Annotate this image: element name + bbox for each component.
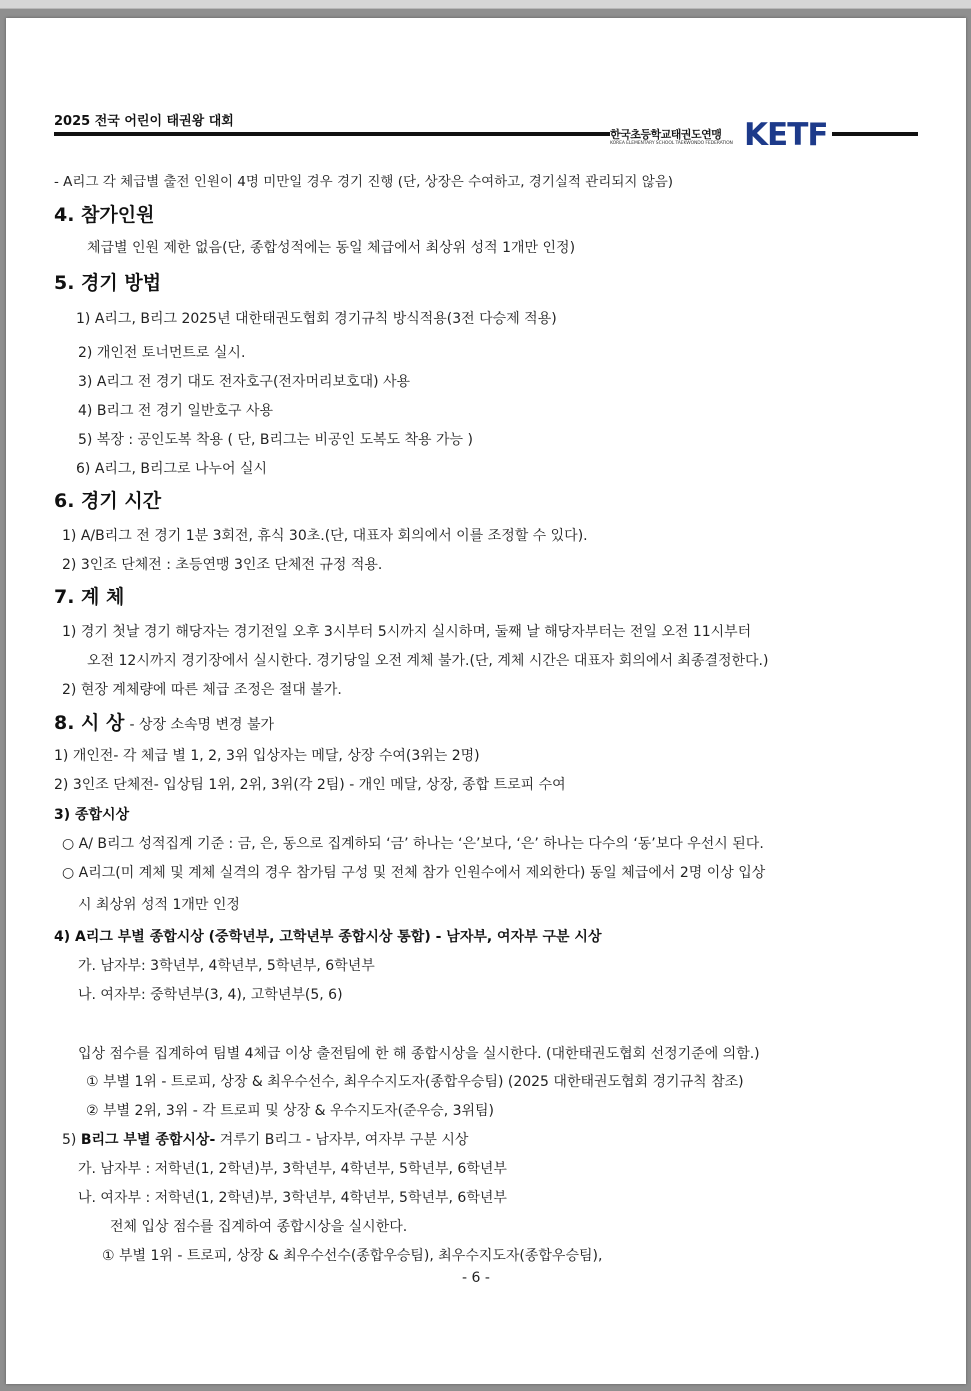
section-8-item-5-bold: B리그 부별 종합시상- xyxy=(80,1132,216,1148)
section-6-item-1: 1) A/B리그 전 경기 1분 3회전, 휴식 30초.(단, 대표자 회의에서 이를 조정할 수 있다). xyxy=(62,528,588,544)
section-5-item-4: 4) B리그 전 경기 일반호구 사용 xyxy=(78,403,273,419)
section-8-heading xyxy=(54,708,274,735)
org-name-korean: 한국초등학교태권도연맹 xyxy=(610,128,722,141)
viewer-top-strip xyxy=(0,0,971,9)
section-8-item-5-number: 5) xyxy=(62,1132,77,1148)
document-page xyxy=(6,18,966,1384)
section-8-item-5-rest: 겨루기 B리그 - 남자부, 여자부 구분 시상 xyxy=(219,1132,469,1148)
section-5-item-6: 6) A리그, B리그로 나누어 실시 xyxy=(76,461,268,477)
header-rule-left xyxy=(54,132,610,136)
section-8-title: 8. 시 상 xyxy=(54,712,125,734)
page-number: - 6 - xyxy=(462,1270,490,1286)
section-8-item-1: 1) 개인전- 각 체급 별 1, 2, 3위 입상자는 메달, 상장 수여(3위는 2명) xyxy=(54,748,480,764)
section-8-item-3-a-league-cont: 시 최상위 성적 1개만 인정 xyxy=(78,897,240,913)
section-7-item-1: 1) 경기 첫날 경기 해당자는 경기전일 오후 3시부터 5시까지 실시하며, 둘째 날 해당자부터는 전일 오전 11시부터 xyxy=(62,624,752,640)
section-8-item-5-first: ① 부별 1위 - 트로피, 상장 & 최우수선수(종합우승팀), 최우수지도자(종합우승팀), xyxy=(102,1248,603,1264)
org-name-english: KOREA ELEMENTARY SCHOOL TAEKWONDO FEDERATION xyxy=(610,141,733,146)
section-8-item-4-first: ① 부별 1위 - 트로피, 상장 & 최우수선수, 최우수지도자(종합우승팀) (2025 대한태권도협회 경기규칙 참조) xyxy=(86,1074,744,1090)
section-6-title: 6. 경기 시간 xyxy=(54,490,162,512)
section-7-item-1-cont: 오전 12시까지 경기장에서 실시한다. 경기당일 오전 계체 불가.(단, 계체 시간은 대표자 회의에서 최종결정한다.) xyxy=(87,653,769,669)
intro-line: - A리그 각 체급별 출전 인원이 4명 미만일 경우 경기 진행 (단, 상장은 수여하고, 경기실적 관리되지 않음) xyxy=(54,174,674,190)
section-8-item-4-scoring: 입상 점수를 집계하여 팀별 4체급 이상 출전팀에 한 해 종합시상을 실시한다. (대한태권도협회 선정기준에 의함.) xyxy=(78,1046,760,1062)
section-5-item-3: 3) A리그 전 경기 대도 전자호구(전자머리보호대) 사용 xyxy=(78,374,411,390)
section-8-item-4-male: 가. 남자부: 3학년부, 4학년부, 5학년부, 6학년부 xyxy=(78,958,375,974)
section-8-item-4: 4) A리그 부별 종합시상 (중학년부, 고학년부 종합시상 통합) - 남자부, 여자부 구분 시상 xyxy=(54,929,602,945)
section-8-item-3: 3) 종합시상 xyxy=(54,807,130,823)
section-8-subtitle: - 상장 소속명 변경 불가 xyxy=(129,717,275,733)
header-title: 2025 전국 어린이 태권왕 대회 xyxy=(54,114,234,129)
section-8-item-4-female: 나. 여자부: 중학년부(3, 4), 고학년부(5, 6) xyxy=(78,987,343,1003)
section-8-item-5-male: 가. 남자부 : 저학년(1, 2학년)부, 3학년부, 4학년부, 5학년부, 6학년부 xyxy=(78,1161,507,1177)
section-7-item-2: 2) 현장 계체량에 따른 체급 조정은 절대 불가. xyxy=(62,682,342,698)
section-6-item-2: 2) 3인조 단체전 : 초등연맹 3인조 단체전 규정 적용. xyxy=(62,557,383,573)
section-8-item-5-female: 나. 여자부 : 저학년(1, 2학년)부, 3학년부, 4학년부, 5학년부, 6학년부 xyxy=(78,1190,507,1206)
section-8-item-3-a-league: ○ A리그(미 계체 및 계체 실격의 경우 참가팀 구성 및 전체 참가 인원수에서 제외한다) 동일 체급에서 2명 이상 입상 xyxy=(62,865,766,881)
section-8-item-2: 2) 3인조 단체전- 입상팀 1위, 2위, 3위(각 2팀) - 개인 메달, 상장, 종합 트로피 수여 xyxy=(54,777,566,793)
section-8-item-3-criteria: ○ A/ B리그 성적집계 기준 : 금, 은, 동으로 집계하되 ‘금’ 하나는 ‘은’보다, ‘은’ 하나는 다수의 ‘동’보다 우선시 된다. xyxy=(62,836,764,852)
section-4-title: 4. 참가인원 xyxy=(54,204,155,226)
section-4-body: 체급별 인원 제한 없음(단, 종합성적에는 동일 체급에서 최상위 성적 1개만 인정) xyxy=(87,240,576,256)
section-8-item-5-scoring: 전체 입상 점수를 집계하여 종합시상을 실시한다. xyxy=(110,1219,408,1235)
section-7-title: 7. 계 체 xyxy=(54,586,125,608)
section-5-title: 5. 경기 방법 xyxy=(54,272,162,294)
section-8-item-4-second: ② 부별 2위, 3위 - 각 트로피 및 상장 & 우수지도자(준우승, 3위팀) xyxy=(86,1103,495,1119)
section-5-item-2: 2) 개인전 토너먼트로 실시. xyxy=(78,345,246,361)
section-8-item-5 xyxy=(62,1129,468,1149)
header-rule-right xyxy=(832,132,918,136)
section-5-item-1: 1) A리그, B리그 2025년 대한태권도협회 경기규칙 방식적용(3전 다승제 적용) xyxy=(76,311,557,327)
section-5-item-5: 5) 복장 : 공인도복 착용 ( 단, B리그는 비공인 도복도 착용 가능 ) xyxy=(78,432,473,448)
ketf-logo: KETF xyxy=(744,117,828,153)
